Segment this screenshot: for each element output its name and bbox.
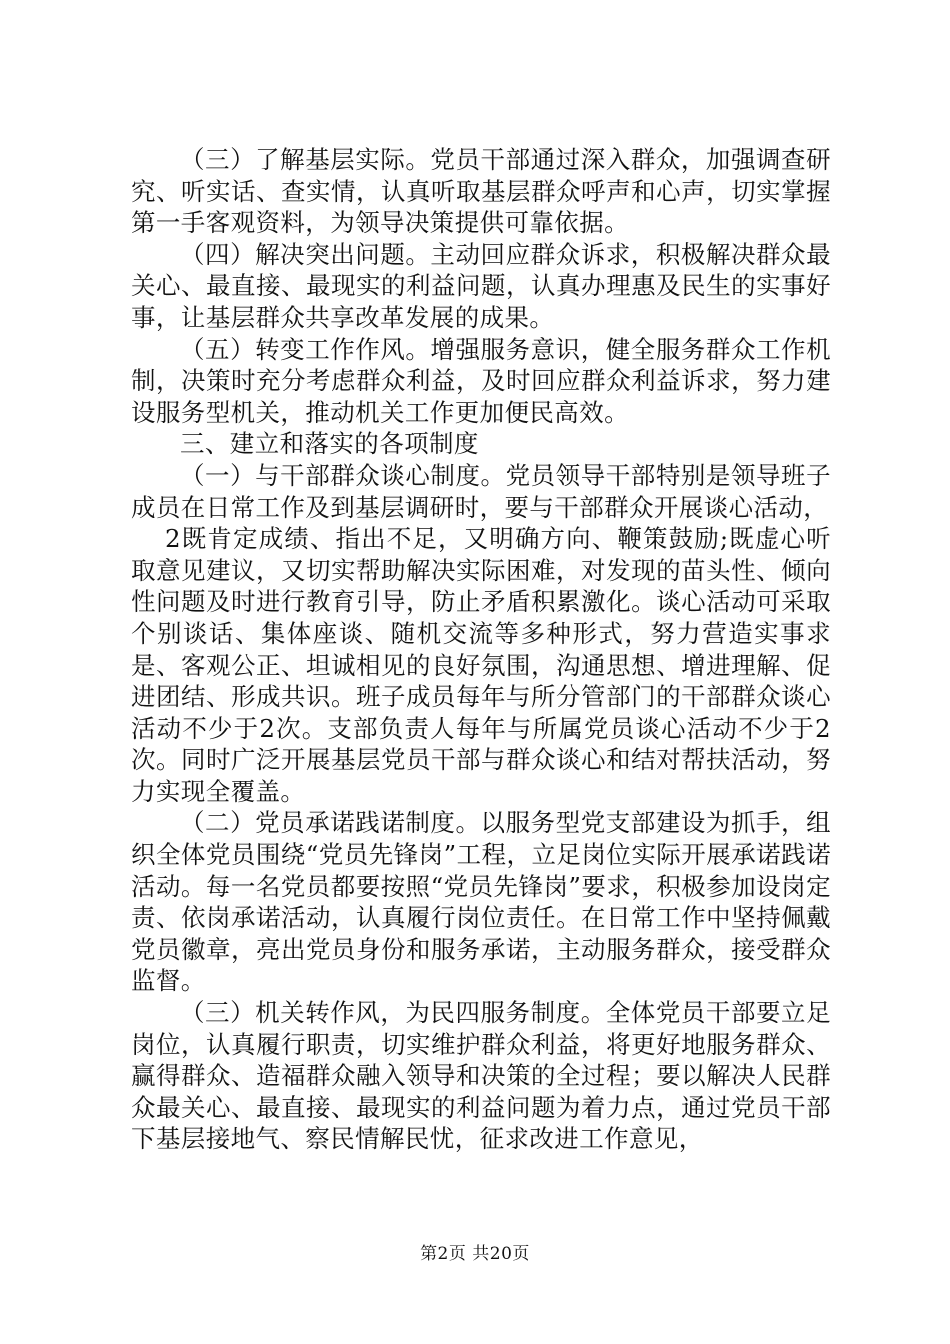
- paragraph-change-work-style: （五）转变工作作风。增强服务意识，健全服务群众工作机制，决策时充分考虑群众利益，及时回应群众利益诉求，努力建设服务型机关，推动机关工作更加便民高效。: [131, 334, 831, 427]
- page-number-footer: 第2页 共20页: [420, 1244, 530, 1264]
- paragraph-organ-service-system: （三）机关转作风，为民四服务制度。全体党员干部要立足岗位，认真履行职责，切实维护群众利益，将更好地服务群众、赢得群众、造福群众融入领导和决策的全过程；要以解决人民群众最关心、最直接、最现实的利益问题为着力点，通过党员干部下基层接地气、察民情解民忧，征求改进工作意见，: [131, 998, 831, 1154]
- paragraph-solve-problems: （四）解决突出问题。主动回应群众诉求，积极解决群众最关心、最直接、最现实的利益问题，认真办理惠及民生的实事好事，让基层群众共享改革发展的成果。: [131, 239, 831, 332]
- document-body: [131, 144, 831, 1155]
- paragraph-heart-to-heart-details: 2既肯定成绩、指出不足，又明确方向、鞭策鼓励;既虚心听取意见建议，又切实帮助解决实际困难，对发现的苗头性、倾向性问题及时进行教育引导，防止矛盾积累激化。谈心活动可采取个别谈话、集体座谈、随机交流等多种形式，努力营造实事求是、客观公正、坦诚相见的良好氛围，沟通思想、增进理解、促进团结、形成共识。班子成员每年与所分管部门的干部群众谈心活动不少于2次。支部负责人每年与所属党员谈心活动不少于2次。同时广泛开展基层党员干部与群众谈心和结对帮扶活动，努力实现全覆盖。: [131, 524, 831, 806]
- section-heading-systems: 三、建立和落实的各项制度: [180, 429, 479, 459]
- paragraph-understand-grassroots: （三）了解基层实际。党员干部通过深入群众，加强调查研究、听实话、查实情，认真听取基层群众呼声和心声，切实掌握第一手客观资料，为领导决策提供可靠依据。: [131, 145, 831, 238]
- paragraph-heart-to-heart-system: （一）与干部群众谈心制度。党员领导干部特别是领导班子成员在日常工作及到基层调研时，要与干部群众开展谈心活动，: [131, 460, 831, 522]
- paragraph-party-commitment-system: （二）党员承诺践诺制度。以服务型党支部建设为抓手，组织全体党员围绕“党员先锋岗”工程，立足岗位实际开展承诺践诺活动。每一名党员都要按照“党员先锋岗”要求，积极参加设岗定责、依岗承诺活动，认真履行岗位责任。在日常工作中坚持佩戴党员徽章，亮出党员身份和服务承诺，主动服务群众，接受群众监督。: [131, 808, 831, 996]
